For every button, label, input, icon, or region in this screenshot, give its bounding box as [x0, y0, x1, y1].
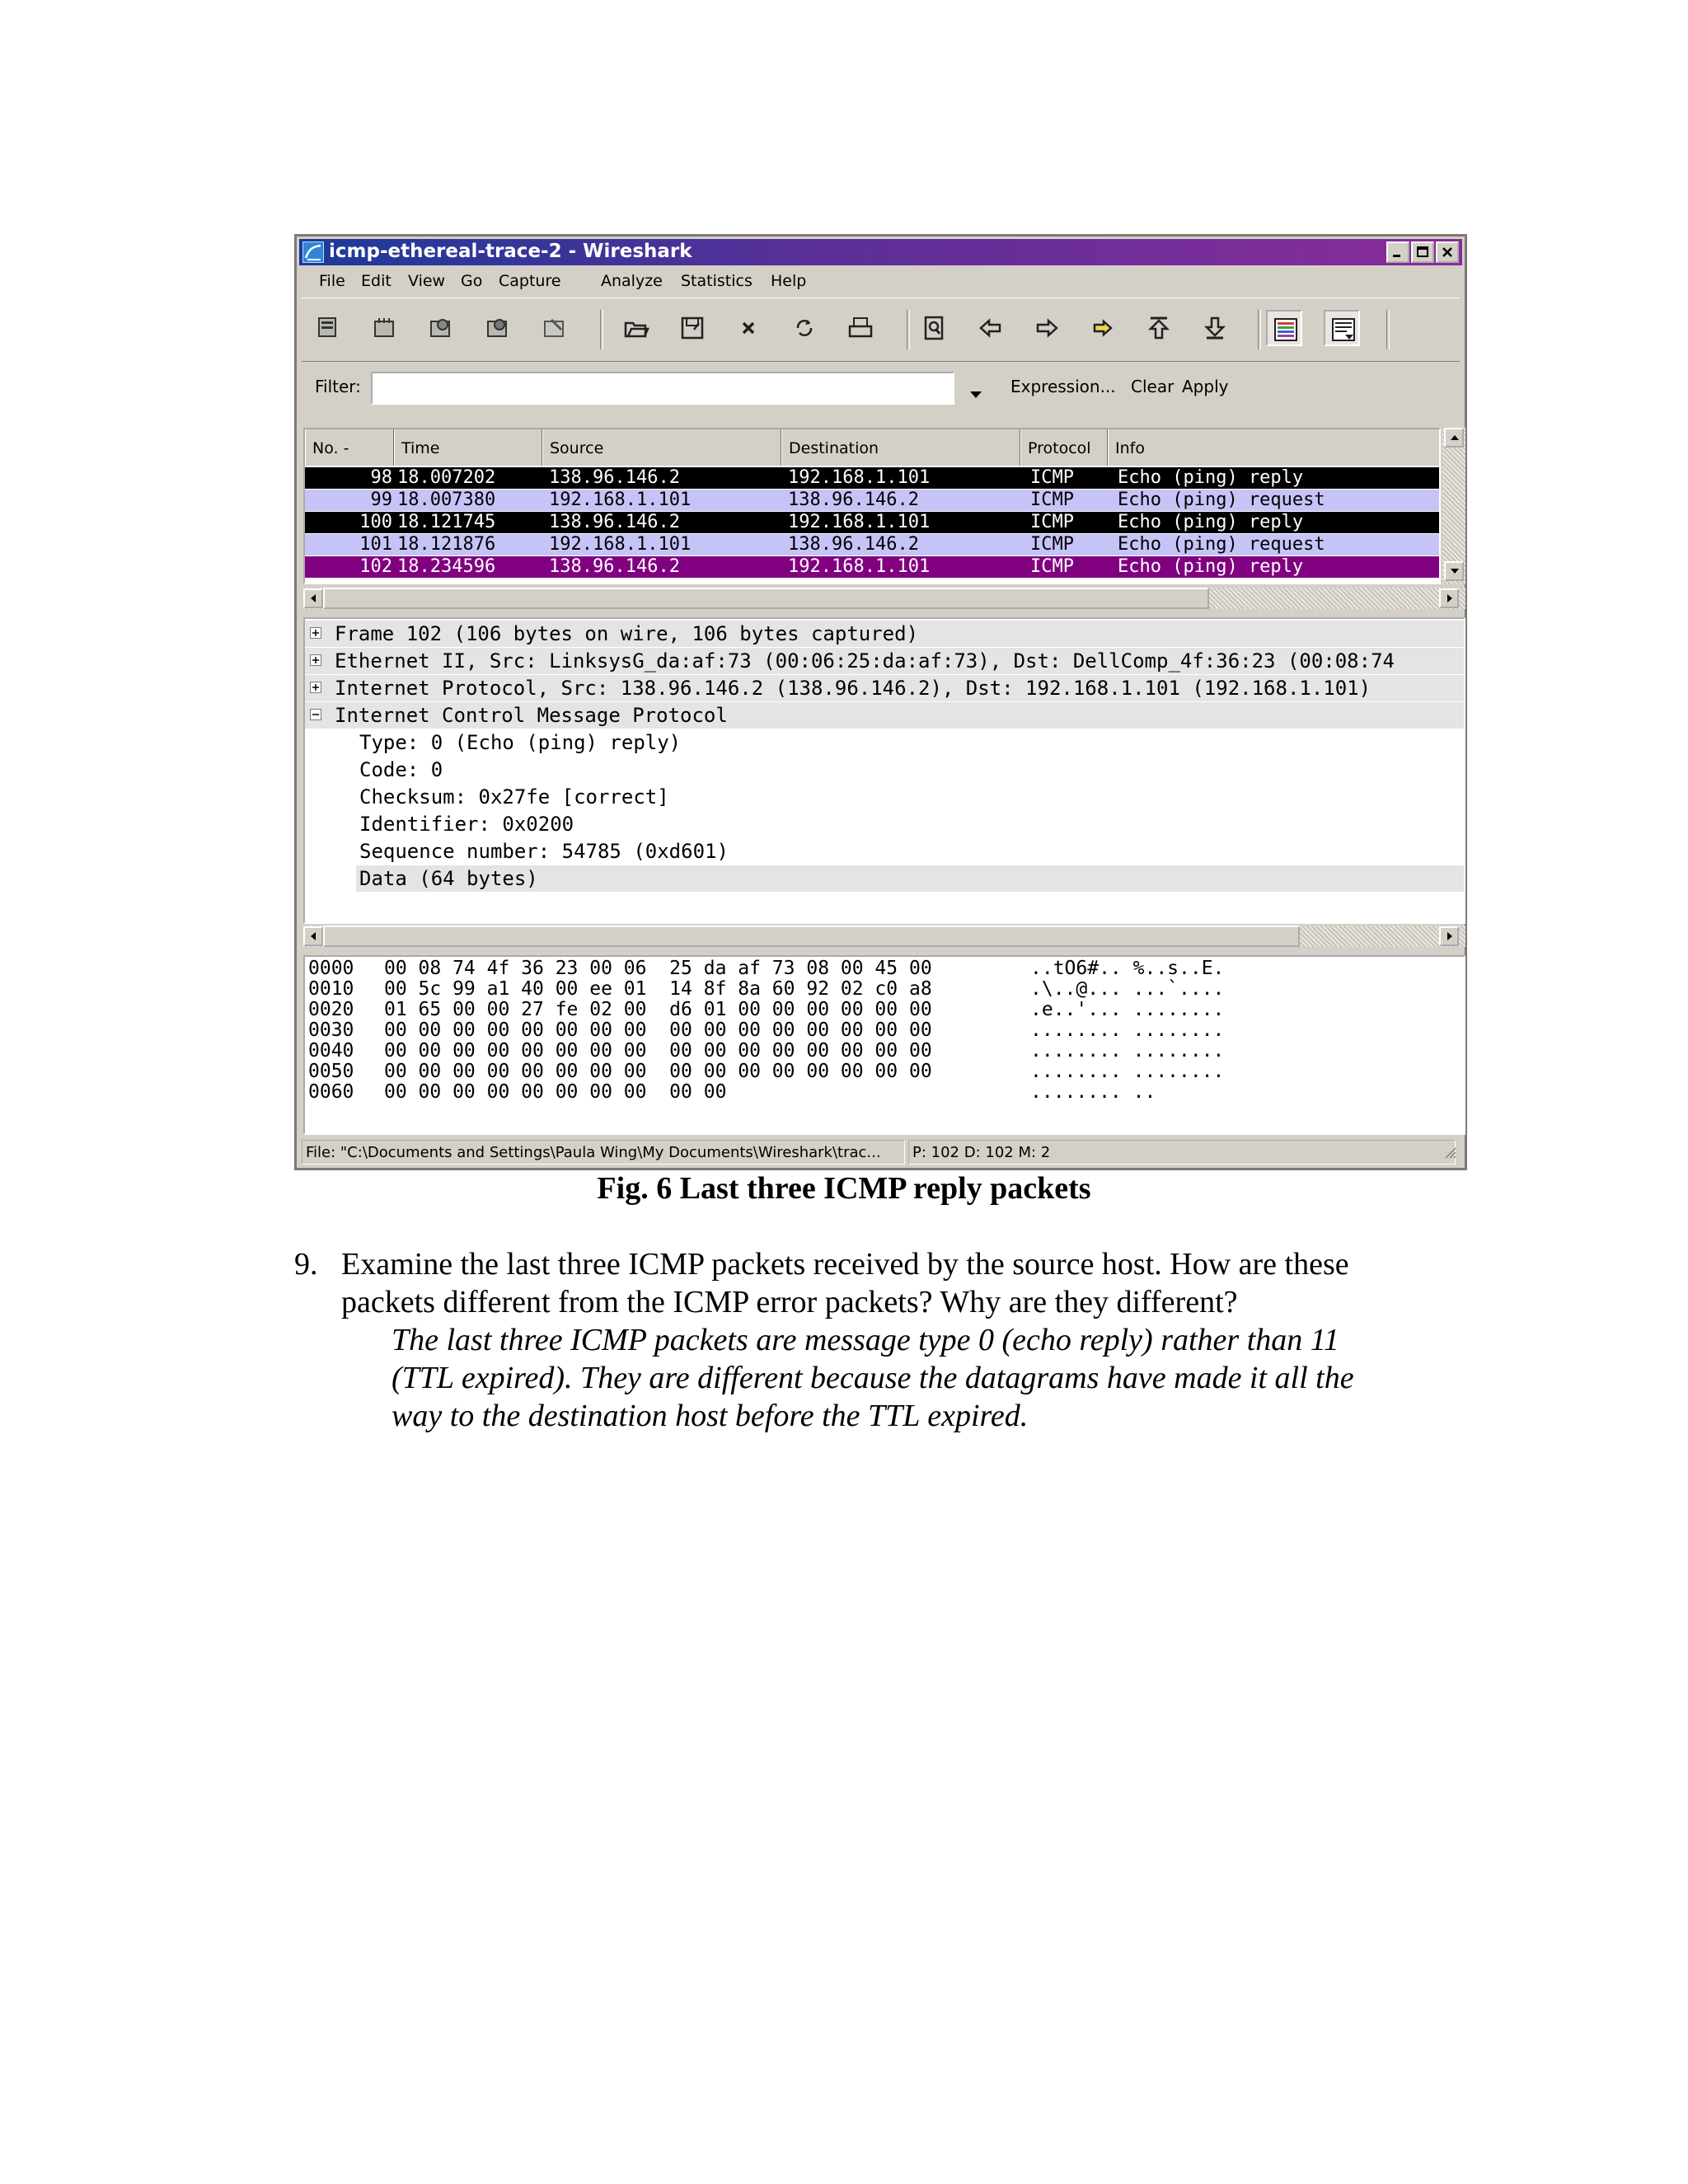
hex-bytes: 00 00 00 00 00 00 00 00 00 00 — [384, 1081, 727, 1103]
filter-input[interactable] — [371, 372, 954, 405]
hex-ascii: ........ ........ — [1030, 1061, 1225, 1082]
expand-icon[interactable] — [310, 654, 321, 666]
scroll-left-icon[interactable] — [303, 926, 323, 946]
expression-button[interactable]: Expression... — [1010, 377, 1116, 396]
title-bar[interactable] — [299, 239, 1462, 265]
detail-line[interactable] — [305, 811, 1465, 837]
filter-label: Filter: — [315, 377, 361, 396]
close-file-icon[interactable] — [730, 310, 767, 346]
scroll-right-icon[interactable] — [1439, 926, 1459, 946]
clear-button[interactable]: Clear — [1131, 377, 1175, 396]
hex-bytes: 00 08 74 4f 36 23 00 06 25 da af 73 08 00 45 00 — [384, 958, 932, 979]
packet-info: Echo (ping) request — [1118, 534, 1325, 555]
detail-text: Internet Control Message Protocol — [335, 704, 728, 727]
column-info[interactable]: Info — [1108, 429, 1441, 466]
packet-source: 138.96.146.2 — [549, 467, 680, 488]
packet-info: Echo (ping) request — [1118, 490, 1325, 510]
column-protocol[interactable]: Protocol — [1020, 429, 1108, 466]
toolbar-separator — [907, 310, 910, 349]
colorize-icon[interactable] — [1266, 310, 1302, 346]
maximize-button[interactable] — [1411, 241, 1434, 263]
menu-capture[interactable]: Capture — [499, 272, 561, 290]
detail-line[interactable] — [305, 702, 1465, 729]
stop-capture-icon[interactable] — [480, 310, 516, 346]
question-line-1: Examine the last three ICMP packets received by the source host. How are these — [341, 1247, 1349, 1282]
column-source[interactable]: Source — [542, 429, 781, 466]
interfaces-icon[interactable] — [310, 310, 346, 346]
auto-scroll-icon[interactable] — [1324, 310, 1360, 346]
open-file-icon[interactable] — [618, 310, 654, 346]
detail-text: Data (64 bytes) — [359, 867, 538, 890]
detail-text: Identifier: 0x0200 — [359, 813, 574, 836]
menu-help[interactable]: Help — [771, 272, 807, 290]
answer-line-3: way to the destination host before the TTL expired. — [392, 1399, 1029, 1433]
status-file: File: "C:\Documents and Settings\Paula Wing\My Documents\Wireshark\trac... — [302, 1140, 905, 1165]
packet-time: 18.007202 — [397, 467, 496, 488]
hex-ascii: ........ ........ — [1030, 1040, 1225, 1062]
reload-icon[interactable] — [786, 310, 823, 346]
question-number: 9. — [294, 1247, 318, 1282]
packet-list — [303, 428, 1441, 584]
scroll-left-icon[interactable] — [303, 588, 323, 608]
hex-ascii: .e..'... ........ — [1030, 999, 1225, 1020]
last-packet-icon[interactable] — [1197, 310, 1233, 346]
packet-row[interactable] — [305, 556, 1439, 578]
packet-protocol: ICMP — [1030, 467, 1074, 488]
detail-line[interactable] — [305, 675, 1465, 701]
packet-protocol: ICMP — [1030, 556, 1074, 577]
packet-time: 18.007380 — [397, 490, 496, 510]
collapse-icon[interactable] — [310, 709, 321, 720]
menu-edit[interactable]: Edit — [361, 272, 392, 290]
packet-destination: 192.168.1.101 — [788, 467, 931, 488]
packet-row[interactable] — [305, 534, 1439, 555]
detail-text: Checksum: 0x27fe [correct] — [359, 785, 669, 808]
wireshark-window — [294, 234, 1467, 1170]
menu-go[interactable]: Go — [461, 272, 483, 290]
hex-offset: 0010 — [308, 978, 354, 1000]
go-to-packet-icon[interactable] — [1085, 310, 1121, 346]
scroll-down-icon[interactable] — [1444, 561, 1464, 581]
window-title: icmp-ethereal-trace-2 - Wireshark — [329, 241, 692, 262]
packet-list-hscroll[interactable] — [303, 588, 1465, 609]
hex-offset: 0000 — [308, 958, 354, 979]
print-icon[interactable] — [842, 310, 879, 346]
packet-destination: 192.168.1.101 — [788, 512, 931, 532]
packet-info: Echo (ping) reply — [1118, 467, 1304, 488]
packet-time: 18.121745 — [397, 512, 496, 532]
save-file-icon[interactable] — [674, 310, 710, 346]
packet-destination: 192.168.1.101 — [788, 556, 931, 577]
start-capture-icon[interactable] — [423, 310, 459, 346]
scroll-right-icon[interactable] — [1439, 588, 1459, 608]
status-bar — [302, 1138, 1460, 1166]
packet-source: 192.168.1.101 — [549, 490, 692, 510]
filter-dropdown-icon[interactable] — [969, 383, 982, 403]
hex-offset: 0040 — [308, 1040, 354, 1062]
menu-statistics[interactable]: Statistics — [681, 272, 753, 290]
menu-analyze[interactable]: Analyze — [601, 272, 663, 290]
packet-source: 192.168.1.101 — [549, 534, 692, 555]
go-back-icon[interactable] — [973, 310, 1009, 346]
hscroll-thumb[interactable] — [323, 588, 1209, 609]
detail-text: Code: 0 — [359, 758, 443, 781]
detail-line[interactable] — [305, 757, 1465, 783]
expand-icon[interactable] — [310, 682, 321, 693]
packet-source: 138.96.146.2 — [549, 556, 680, 577]
capture-options-icon[interactable] — [366, 310, 402, 346]
packet-no: 100 — [359, 512, 392, 532]
hex-bytes: 01 65 00 00 27 fe 02 00 d6 01 00 00 00 00 00 00 — [384, 999, 932, 1020]
scroll-up-icon[interactable] — [1444, 428, 1464, 448]
hex-bytes: 00 00 00 00 00 00 00 00 00 00 00 00 00 00 00 00 — [384, 1061, 932, 1082]
toolbar-separator — [600, 310, 603, 349]
packet-row[interactable] — [305, 512, 1439, 533]
answer-line-1: The last three ICMP packets are message type 0 (echo reply) rather than 11 — [392, 1323, 1339, 1357]
packet-time: 18.234596 — [397, 556, 496, 577]
main-toolbar — [302, 298, 1460, 362]
hex-offset: 0060 — [308, 1081, 354, 1103]
packet-no: 101 — [359, 534, 392, 555]
detail-text: Internet Protocol, Src: 138.96.146.2 (138.96.146.2), Dst: 192.168.1.101 (192.168.1.101) — [335, 677, 1372, 700]
first-packet-icon[interactable] — [1141, 310, 1177, 346]
packet-list-header — [305, 429, 1441, 467]
hex-ascii: ........ .. — [1030, 1081, 1156, 1103]
hex-ascii: .\..@... ...`.... — [1030, 978, 1225, 1000]
resize-grip-icon[interactable] — [1443, 1146, 1456, 1163]
go-forward-icon[interactable] — [1029, 310, 1065, 346]
hex-offset: 0030 — [308, 1019, 354, 1041]
column-no[interactable]: No. - — [305, 429, 394, 466]
menu-view[interactable]: View — [408, 272, 446, 290]
filter-bar — [302, 365, 1460, 406]
figure-caption: Fig. 6 Last three ICMP reply packets — [597, 1171, 1091, 1206]
detail-line[interactable] — [356, 865, 1465, 892]
detail-line[interactable] — [305, 621, 1465, 647]
find-packet-icon[interactable] — [917, 310, 953, 346]
hex-offset: 0020 — [308, 999, 354, 1020]
detail-line[interactable] — [305, 648, 1465, 674]
packet-details-tree — [303, 617, 1465, 924]
detail-text: Type: 0 (Echo (ping) reply) — [359, 731, 682, 754]
detail-line[interactable] — [305, 838, 1465, 865]
column-time[interactable]: Time — [394, 429, 542, 466]
packet-info: Echo (ping) reply — [1118, 556, 1304, 577]
packet-row[interactable] — [305, 467, 1439, 489]
packet-destination: 138.96.146.2 — [788, 490, 919, 510]
wireshark-app-icon — [302, 241, 324, 263]
packet-time: 18.121876 — [397, 534, 496, 555]
packet-bytes-pane — [303, 955, 1465, 1135]
apply-button[interactable]: Apply — [1182, 377, 1229, 396]
packet-source: 138.96.146.2 — [549, 512, 680, 532]
toolbar-separator — [1386, 310, 1390, 349]
packet-no: 98 — [370, 467, 392, 488]
hex-bytes: 00 00 00 00 00 00 00 00 00 00 00 00 00 00 00 00 — [384, 1040, 932, 1062]
packet-row[interactable] — [305, 490, 1439, 511]
answer-line-2: (TTL expired). They are different because the datagrams have made it all the — [392, 1361, 1354, 1395]
menu-file[interactable]: File — [319, 272, 345, 290]
packet-no: 99 — [370, 490, 392, 510]
packet-list-vscroll[interactable] — [1442, 428, 1465, 584]
question-line-2: packets different from the ICMP error packets? Why are they different? — [341, 1285, 1238, 1319]
column-destination[interactable]: Destination — [781, 429, 1020, 466]
minimize-button[interactable] — [1386, 241, 1409, 263]
packet-protocol: ICMP — [1030, 512, 1074, 532]
restart-capture-icon[interactable] — [537, 310, 573, 346]
hex-ascii: ........ ........ — [1030, 1019, 1225, 1041]
close-button[interactable] — [1436, 241, 1459, 263]
hex-ascii: ..tO6#.. %..s..E. — [1030, 958, 1225, 979]
packet-info: Echo (ping) reply — [1118, 512, 1304, 532]
packet-destination: 138.96.146.2 — [788, 534, 919, 555]
menu-bar — [299, 268, 1462, 294]
packet-protocol: ICMP — [1030, 534, 1074, 555]
detail-text: Frame 102 (106 bytes on wire, 106 bytes captured) — [335, 622, 919, 645]
expand-icon[interactable] — [310, 627, 321, 639]
hex-bytes: 00 5c 99 a1 40 00 ee 01 14 8f 8a 60 92 02 c0 a8 — [384, 978, 932, 1000]
detail-text: Sequence number: 54785 (0xd601) — [359, 840, 729, 863]
hscroll-thumb[interactable] — [323, 926, 1300, 947]
toolbar-separator — [1258, 310, 1261, 349]
hex-offset: 0050 — [308, 1061, 354, 1082]
packet-no: 102 — [359, 556, 392, 577]
status-packet-counts: P: 102 D: 102 M: 2 — [908, 1140, 1456, 1165]
hex-bytes: 00 00 00 00 00 00 00 00 00 00 00 00 00 00 00 00 — [384, 1019, 932, 1041]
detail-text: Ethernet II, Src: LinksysG_da:af:73 (00:06:25:da:af:73), Dst: DellComp_4f:36:23 (00:08:74 — [335, 649, 1395, 673]
detail-line[interactable] — [305, 784, 1465, 810]
packet-protocol: ICMP — [1030, 490, 1074, 510]
details-hscroll[interactable] — [303, 926, 1465, 947]
detail-line[interactable] — [305, 729, 1465, 756]
